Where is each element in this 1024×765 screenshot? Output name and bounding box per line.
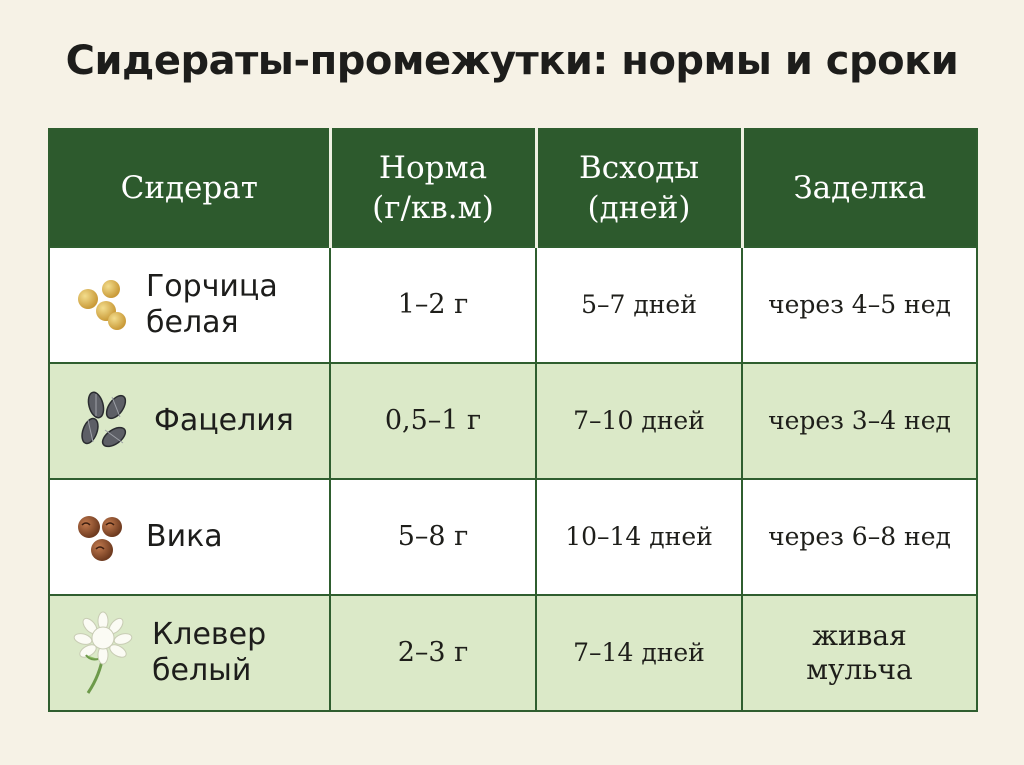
plant-cell [49, 247, 330, 363]
mustard-seeds-icon [68, 273, 132, 337]
plant-cell [49, 595, 330, 711]
plant-name: Вика [146, 519, 223, 554]
header-norm: Норма (г/кв.м) [330, 129, 536, 247]
incorporation-cell: живая мульча [742, 595, 977, 711]
table-row [49, 595, 977, 711]
header-plant: Сидерат [49, 129, 330, 247]
header-incorporation: Заделка [742, 129, 977, 247]
plant-cell [49, 479, 330, 595]
sprouts-cell: 5–7 дней [536, 247, 742, 363]
white-clover-flower-icon [68, 611, 138, 695]
page-title: Сидераты-промежутки: нормы и сроки [65, 38, 959, 84]
norm-cell: 5–8 г [330, 479, 536, 595]
sprouts-cell: 10–14 дней [536, 479, 742, 595]
incorporation-cell: через 4–5 нед [742, 247, 977, 363]
plant-name: Клевер белый [152, 617, 267, 688]
plant-name: Фацелия [154, 403, 294, 438]
sprouts-cell: 7–10 дней [536, 363, 742, 479]
incorporation-cell: через 6–8 нед [742, 479, 977, 595]
plant-name: Горчица белая [146, 269, 278, 340]
incorporation-cell: через 3–4 нед [742, 363, 977, 479]
plant-cell [49, 363, 330, 479]
header-sprouts: Всходы (дней) [536, 129, 742, 247]
green-manure-table [48, 128, 978, 712]
vetch-seeds-icon [68, 505, 132, 569]
norm-cell: 2–3 г [330, 595, 536, 711]
norm-cell: 0,5–1 г [330, 363, 536, 479]
table-row [49, 479, 977, 595]
table-row [49, 363, 977, 479]
table-row [49, 247, 977, 363]
table-header-row [49, 129, 977, 247]
phacelia-seeds-icon [68, 385, 140, 457]
norm-cell: 1–2 г [330, 247, 536, 363]
sprouts-cell: 7–14 дней [536, 595, 742, 711]
